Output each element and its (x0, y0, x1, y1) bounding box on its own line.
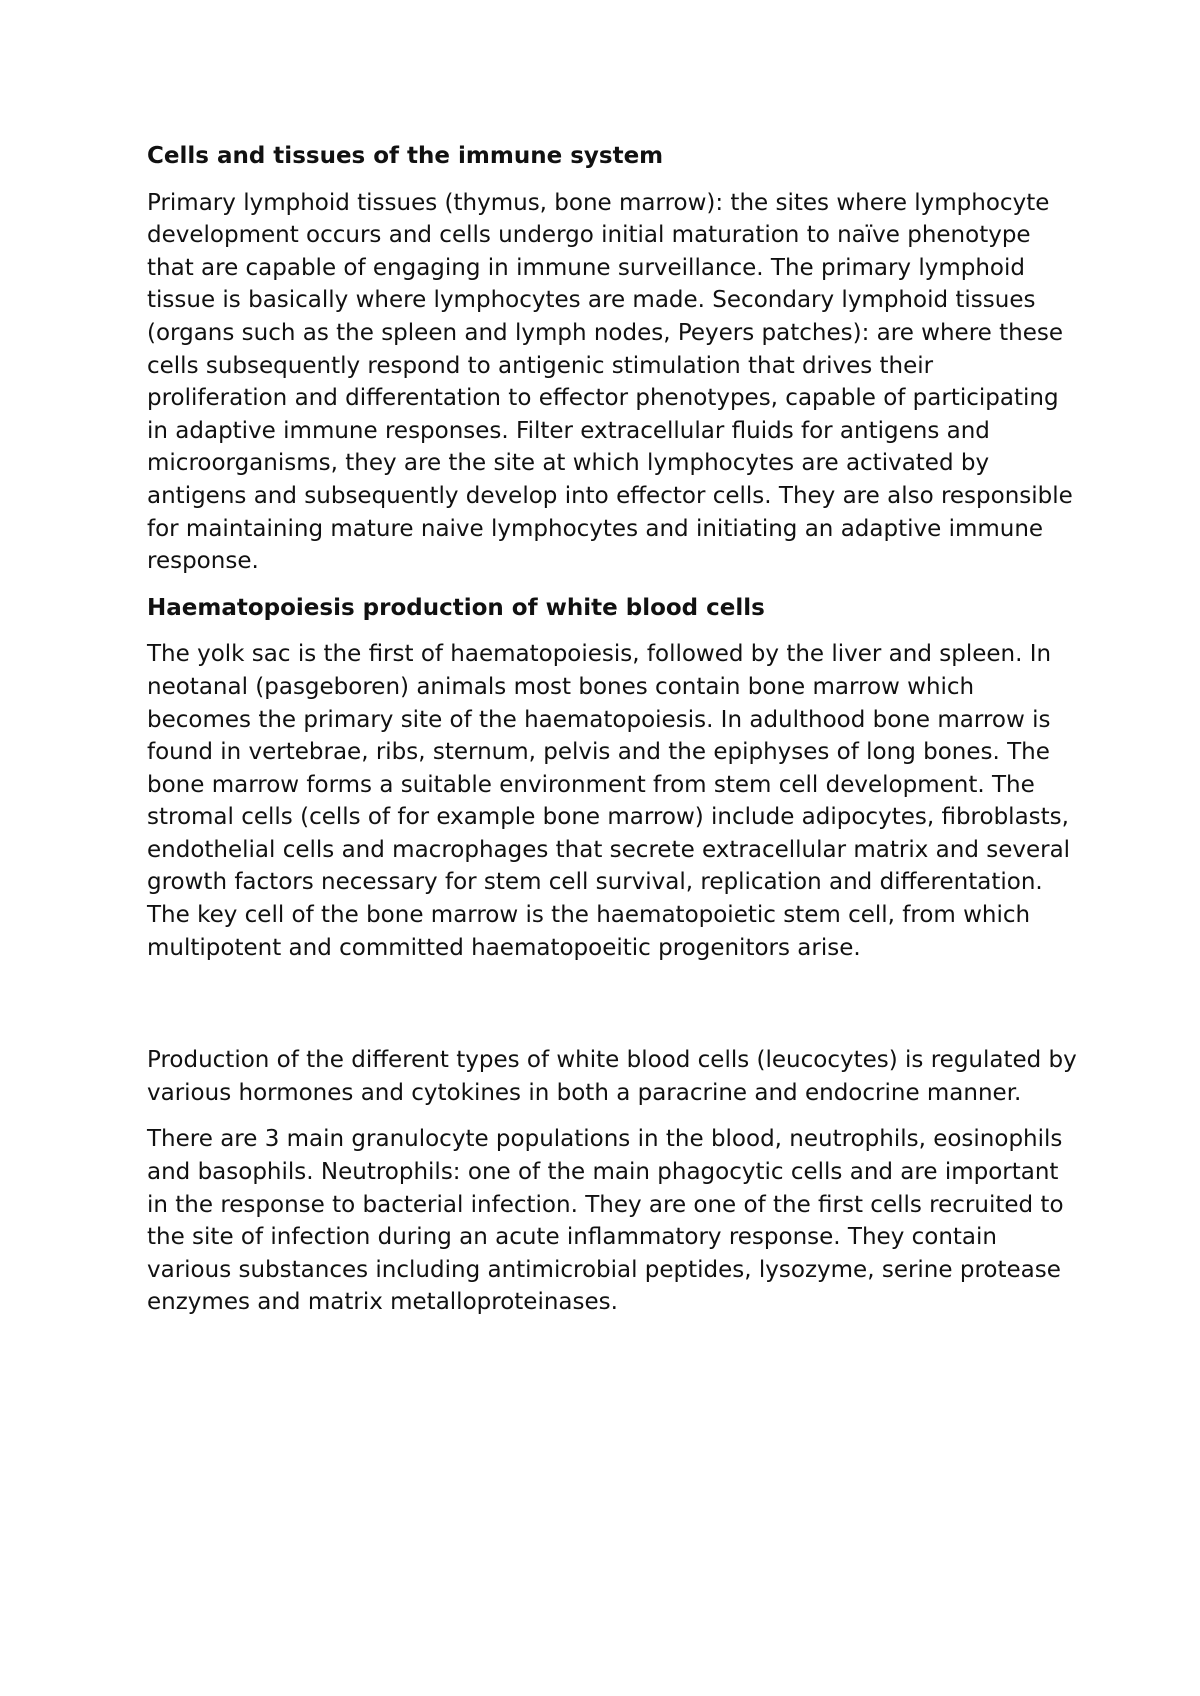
section-heading-cells-tissues: Cells and tissues of the immune system (147, 143, 664, 169)
paragraph-lymphoid-tissues: Primary lymphoid tissues (thymus, bone marrow): the sites where lymphocyte development occurs and cells undergo initial maturation to naïve phenotype that are capable of engaging in immune surveillance. The primary lymphoid tissue is basically where lymphocytes are made. Secondary lymphoid tissues (organs such as the spleen and lymph nodes, Peyers patches): are where these cells subsequently respond to antigenic stimulation that drives their proliferation and differentation to effector phenotypes, capable of participating in adaptive immune responses. Filter extracellular fluids for antigens and microorganisms, they are the site at which lymphocytes are activated by antigens and subsequently develop into effector cells. They are also responsible for maintaining mature naive lymphocytes and initiating an adaptive immune response. (147, 189, 1073, 575)
paragraph-haematopoiesis: The yolk sac is the first of haematopoiesis, followed by the liver and spleen. In neotanal (pasgeboren) animals most bones contain bone marrow which becomes the primary site of the haematopoiesis. In adulthood bone marrow is found in vertebrae, ribs, sternum, pelvis and the epiphyses of long bones. The bone marrow forms a suitable environment from stem cell development. The stromal cells (cells of for example bone marrow) include adipocytes, fibroblasts, endothelial cells and macrophages that secrete extracellular matrix and several growth factors necessary for stem cell survival, replication and differentation. The key cell of the bone marrow is the haematopoietic stem cell, from which multipotent and committed haematopoeitic progenitors arise. (147, 641, 1071, 961)
document-page (147, 140, 1077, 1333)
blank-space (147, 978, 1077, 1044)
paragraph-granulocytes: There are 3 main granulocyte populations in the blood, neutrophils, eosinophils and basophils. Neutrophils: one of the main phagocytic cells and are important in the response to bacterial infection. They are one of the first cells recruited to the site of infection during an acute inflammatory response. They contain various substances including antimicrobial peptides, lysozyme, serine protease enzymes and matrix metalloproteinases. (147, 1126, 1064, 1316)
paragraph-leucocyte-production: Production of the different types of white blood cells (leucocytes) is regulated by various hormones and cytokines in both a paracrine and endocrine manner. (147, 1047, 1077, 1106)
section-heading-haematopoiesis: Haematopoiesis production of white blood cells (147, 594, 765, 621)
